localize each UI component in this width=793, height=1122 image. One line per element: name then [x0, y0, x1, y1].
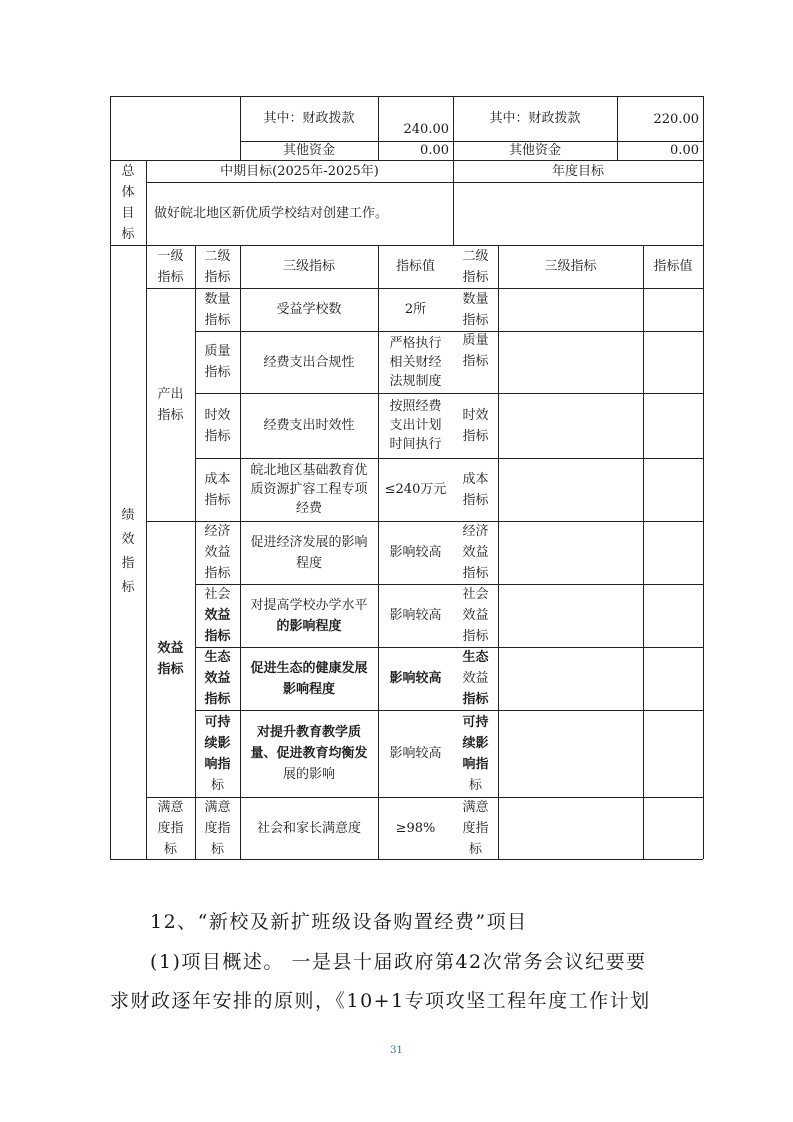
satisfaction-level1: 满意 度指 标 — [157, 799, 184, 857]
row-economic-level2: 经济 效益 指标 — [204, 524, 231, 581]
year-funding-amount: 220.00 — [653, 112, 699, 127]
section-heading: 12、“新校及新扩班级设备购置经费”项目 — [150, 911, 528, 933]
header-level1: 一级 指标 — [157, 248, 184, 285]
mid-other-label: 其他资金 — [282, 143, 335, 158]
row-cost-level2: 成本 指标 — [204, 471, 231, 508]
row-social-level3: 对提高学校办学水平 的影响程度 — [250, 597, 368, 634]
row-timeliness-value: 按照经费 支出计划 时间执行 — [389, 399, 442, 452]
row-quantity-level3: 受益学校数 — [276, 302, 342, 317]
mid-term-goal-header: 中期目标(2025年-2025年) — [220, 163, 379, 179]
row-social-level2-annual: 社会 效益 指标 — [462, 587, 489, 644]
mid-term-goal-text: 做好皖北地区新优质学校结对创建工作。 — [154, 206, 389, 221]
header-value: 指标值 — [395, 259, 435, 274]
header-value-annual: 指标值 — [653, 259, 693, 274]
row-timeliness-level2-annual: 时效 指标 — [462, 407, 489, 444]
output-indicator-label: 产出 指标 — [157, 386, 184, 423]
header-level3-annual: 三级指标 — [544, 259, 597, 274]
row-sustainability-level2-annual: 可持 续影 响指 标 — [462, 714, 489, 793]
row-economic-value: 影响较高 — [389, 545, 442, 560]
mid-funding-amount: 240.00 — [403, 122, 449, 137]
satisfaction-level2-annual: 满意 度指 标 — [462, 799, 489, 857]
header-level2: 二级 指标 — [204, 248, 231, 285]
row-quality-value: 严格执行 相关财经 法规制度 — [389, 335, 442, 389]
row-social-value: 影响较高 — [389, 608, 442, 623]
row-quality-level2-annual: 质量 指标 — [462, 333, 489, 369]
row-quality-level3: 经费支出合规性 — [263, 354, 355, 370]
year-other-amount: 0.00 — [670, 143, 699, 158]
row-social-level2: 社会 效益 指标 — [204, 587, 231, 644]
mid-other-amount: 0.00 — [420, 143, 449, 158]
mid-funding-label: 其中：财政拨款 — [263, 110, 355, 126]
header-level2-annual: 二级 指标 — [462, 248, 489, 285]
row-ecological-level2: 生态 效益 指标 — [204, 650, 231, 707]
row-ecological-value: 影响较高 — [389, 671, 442, 686]
row-cost-level2-annual: 成本 指标 — [462, 471, 489, 508]
project-overview-line2: 求财政逐年安排的原则，《10+1专项攻坚工程年度工作计划 — [110, 990, 651, 1012]
header-level3: 三级指标 — [282, 259, 335, 274]
row-ecological-level2-annual: 生态 效益 指标 — [462, 650, 489, 707]
row-sustainability-value: 影响较高 — [389, 746, 442, 761]
row-economic-level2-annual: 经济 效益 指标 — [462, 524, 489, 581]
row-quantity-value: 2所 — [404, 302, 427, 317]
satisfaction-value: ≥98% — [395, 820, 436, 836]
row-quantity-level2-annual: 数量 指标 — [462, 291, 489, 328]
row-quality-level2: 质量 指标 — [204, 344, 231, 380]
page-number: 31 — [390, 1045, 403, 1056]
row-sustainability-level3: 对提升教育教学质 量、促进教育均衡发 展的影响 — [250, 725, 368, 782]
row-timeliness-level2: 时效 指标 — [204, 407, 231, 444]
satisfaction-level3: 社会和家长满意度 — [256, 820, 361, 836]
year-other-label: 其他资金 — [508, 143, 561, 158]
row-cost-level3: 皖北地区基础教育优 质资源扩容工程专项 经费 — [250, 463, 368, 516]
row-cost-value: ≤240万元 — [384, 482, 447, 497]
annual-goal-header: 年度目标 — [551, 163, 604, 179]
row-economic-level3: 促进经济发展的影响 程度 — [250, 534, 368, 571]
row-timeliness-level3: 经费支出时效性 — [263, 418, 355, 433]
year-funding-label: 其中：财政拨款 — [489, 110, 581, 126]
satisfaction-level2: 满意 度指 标 — [204, 799, 231, 857]
benefit-indicator-label: 效益 指标 — [157, 641, 184, 677]
overall-goal-label: 总 体 目 标 — [121, 163, 135, 242]
performance-indicator-label: 绩 效 指 标 — [121, 508, 135, 595]
row-quantity-level2: 数量 指标 — [204, 291, 231, 328]
row-ecological-level3: 促进生态的健康发展 影响程度 — [250, 660, 368, 697]
project-overview-line1: (1)项目概述。 一是县十届政府第42次常务会议纪要要 — [150, 951, 647, 973]
row-sustainability-level2: 可持 续影 响指 标 — [204, 714, 231, 793]
